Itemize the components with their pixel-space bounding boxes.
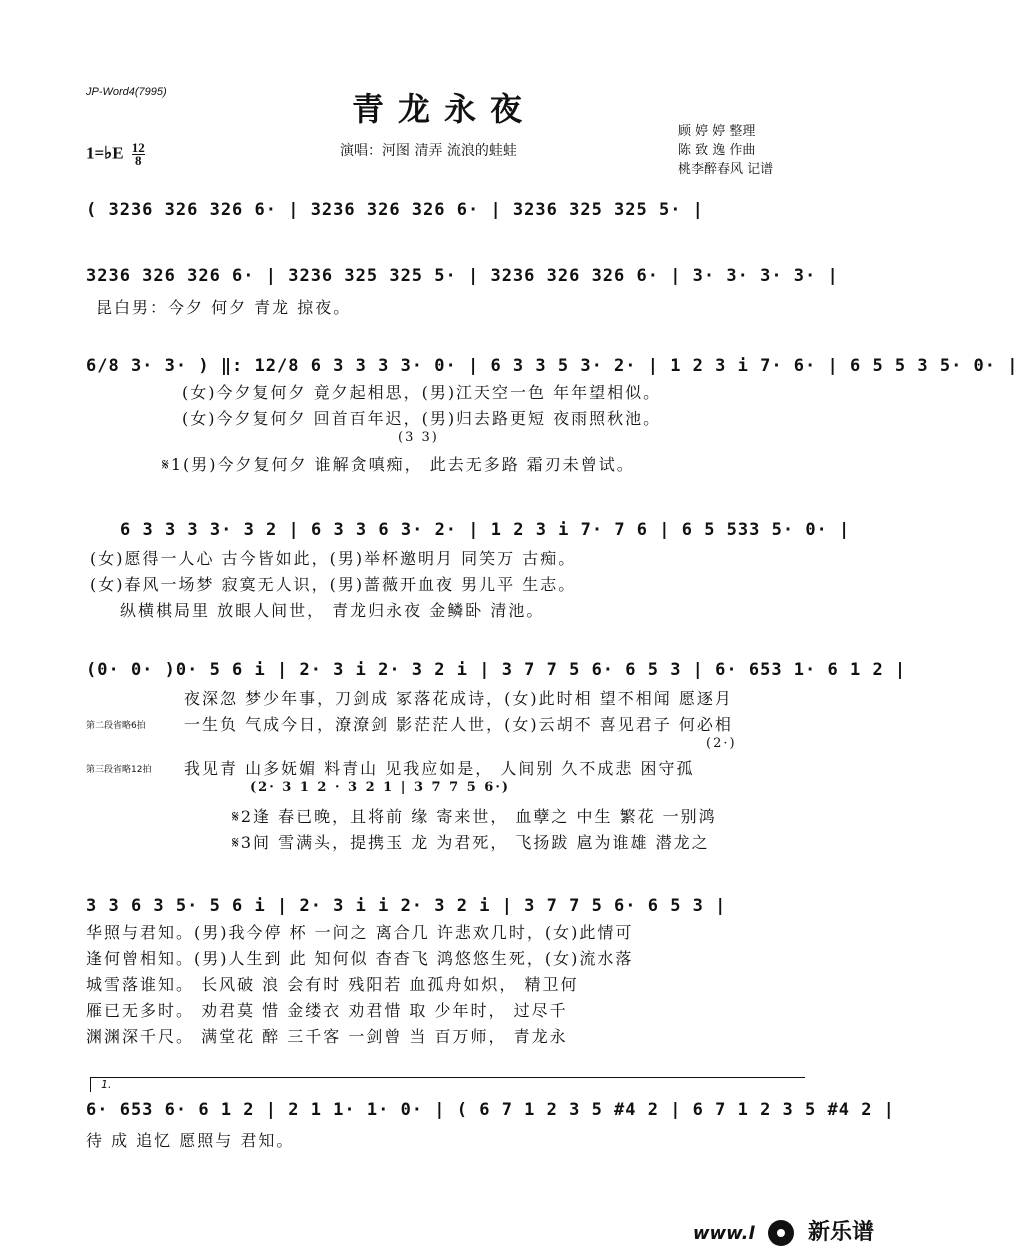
notation-line-7: 6· 653 6· 6 1 2 | 2 1 1· 1· 0· | ( 6 7 1 2 3 5 #4 2 | 6 7 1 2 3 5 #4 2 | xyxy=(86,1100,895,1120)
credit-transcriber: 桃李醉春风 记谱 xyxy=(678,162,774,177)
notation-line-2: 3236 326 326 6· | 3236 325 325 5· | 3236 326 326 6· | 3· 3· 3· 3· | xyxy=(86,266,839,286)
lyric-line-4-2: (女)春风一场梦 寂寞无人识，(男)蔷薇开血夜 男儿平 生志。 xyxy=(90,575,577,594)
lyric-line-4-3: 纵横棋局里 放眼人间世， 青龙归永夜 金鳞卧 清池。 xyxy=(120,601,545,620)
credit-composer: 陈 致 逸 作曲 xyxy=(678,143,756,158)
source-label: JP-Word4(7995) xyxy=(86,86,167,98)
meter-top: 12 xyxy=(131,140,145,155)
lyric-line-6-2: 逢何曾相知。(男)人生到 此 知何似 杳杳飞 鸿悠悠生死，(女)流水落 xyxy=(86,949,634,968)
lyric-line-3-1: (女)今夕复何夕 竟夕起相思，(男)江天空一色 年年望相似。 xyxy=(182,383,662,402)
lyric-line-6-1: 华照与君知。(男)我今停 杯 一问之 离合几 许悲欢几时，(女)此情可 xyxy=(86,923,634,942)
key-label: 1=♭E xyxy=(86,143,124,163)
lyric-line-5-3: 我见青 山多妩媚 料青山 见我应如是， 人间别 久不成悲 困守孤 xyxy=(184,759,695,778)
credits xyxy=(678,122,773,179)
notation-line-6: 3 3 6 3 5· 5 6 i | 2· 3 i i 2· 3 2 i | 3 7 7 5 6· 6 5 3 | xyxy=(86,896,727,916)
watermark xyxy=(693,1215,874,1246)
singers-line: 演唱：河图 清弄 流浪的蛙蛙 xyxy=(340,143,517,159)
lyric-line-3-2: (女)今夕复何夕 回首百年迟，(男)归去路更短 夜雨照秋池。 xyxy=(182,409,662,428)
notation-line-4: 6 3 3 3 3· 3 2 | 6 3 3 6 3· 2· | 1 2 3 i 7· 7 6 | 6 5 533 5· 0· | xyxy=(120,520,851,540)
lyric-line-5-5: 𝄋3间 雪满头，提携玉 龙 为君死， 飞扬跋 扈为谁雄 潜龙之 xyxy=(232,833,710,852)
song-title: 青龙永夜 xyxy=(351,90,536,128)
credit-arranger: 顾 婷 婷 整理 xyxy=(678,124,756,139)
lyric-line-7-1: 待 成 追忆 愿照与 君知。 xyxy=(86,1131,295,1150)
meter-bottom: 8 xyxy=(135,153,142,168)
lyric-line-6-5: 渊渊深千尺。 满堂花 醉 三千客 一剑曾 当 百万师， 青龙永 xyxy=(86,1027,568,1046)
watermark-brand: 新乐谱 xyxy=(807,1220,874,1245)
lyric-line-4-1: (女)愿得一人心 古今皆如此，(男)举杯邀明月 同笑万 古痴。 xyxy=(90,549,577,568)
lyric-line-5-2: 一生负 气成今日，潦潦剑 影茫茫人世，(女)云胡不 喜见君子 何必相 xyxy=(184,715,733,734)
record-disc-icon xyxy=(768,1220,794,1246)
lyric-line-6-4: 雁已无多时。 劝君莫 惜 金缕衣 劝君惜 取 少年时， 过尽千 xyxy=(86,1001,568,1020)
watermark-url: www.l xyxy=(692,1223,755,1244)
notation-line-3: 6/8 3· 3· ) ‖: 12/8 6 3 3 3 3· 0· | 6 3 3 5 3· 2· | 1 2 3 i 7· 6· | 6 5 5 3 5· 0· | xyxy=(86,356,1019,376)
lyric-line-5-1: 夜深忽 梦少年事，刀剑成 冢落花成诗，(女)此时相 望不相闻 愿逐月 xyxy=(184,689,733,708)
notation-line-1: ( 3236 326 326 6· | 3236 326 326 6· | 3236 325 325 5· | xyxy=(86,200,704,220)
lyric-variant-5a: (2·) xyxy=(706,736,737,751)
lyric-line-2-1: 昆白男：今夕 何夕 青龙 掠夜。 xyxy=(96,298,352,317)
notation-line-5: (0· 0· )0· 5 6 i | 2· 3 i 2· 3 2 i | 3 7 7 5 6· 6 5 3 | 6· 653 1· 6 1 2 | xyxy=(86,660,907,680)
time-signature xyxy=(132,142,145,167)
volta-label: 1. xyxy=(101,1078,112,1091)
key-signature xyxy=(86,142,145,167)
lyric-line-5-4: 𝄋2逢 春已晚，且将前 缘 寄来世， 血孽之 中生 繁花 一别鸿 xyxy=(232,807,717,826)
side-note-verse2: 第二段省略6拍 xyxy=(86,721,146,731)
lyric-line-3-3: 𝄋1(男)今夕复何夕 谁解贪嗔痴， 此去无多路 霜刃未曾试。 xyxy=(162,455,635,474)
lyric-variant-5b: (2· 3 1 2 · 3 2 1 | 3 7 7 5 6·) xyxy=(250,780,510,795)
volta-bracket xyxy=(90,1077,805,1092)
side-note-verse3: 第三段省略12拍 xyxy=(86,765,152,775)
lyric-variant-3: (3 3) xyxy=(398,430,439,445)
lyric-line-6-3: 城雪落谁知。 长风破 浪 会有时 残阳若 血孤舟如炽， 精卫何 xyxy=(86,975,579,994)
